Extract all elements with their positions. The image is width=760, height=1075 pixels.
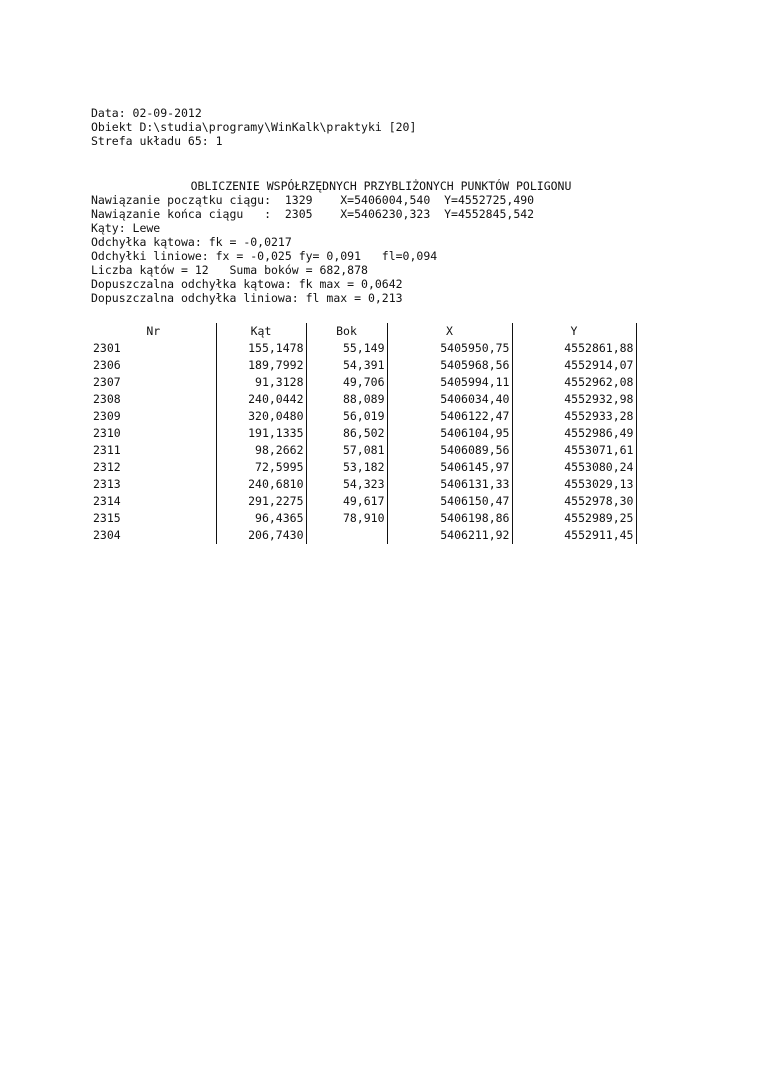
report-object-path: Obiekt D:\studia\programy\WinKalk\praktyki [20] xyxy=(91,120,417,134)
cell-y: 4552914,07 xyxy=(512,357,636,374)
table-row xyxy=(91,510,636,527)
angles-type-line: Kąty: Lewe xyxy=(91,221,161,235)
cell-y: 4552861,88 xyxy=(512,340,636,357)
cell-nr: 2306 xyxy=(91,357,216,374)
end-tie-line: Nawiązanie końca ciągu : 2305 X=5406230,323 Y=4552845,542 xyxy=(91,207,535,221)
table-header-row xyxy=(91,323,636,340)
cell-x: 5406089,56 xyxy=(387,442,512,459)
cell-y: 4553029,13 xyxy=(512,476,636,493)
table-row xyxy=(91,442,636,459)
start-tie-line: Nawiązanie początku ciągu: 1329 X=5406004,540 Y=4552725,490 xyxy=(91,193,535,207)
cell-x: 5406104,95 xyxy=(387,425,512,442)
cell-kat: 320,0480 xyxy=(216,408,306,425)
report-zone: Strefa układu 65: 1 xyxy=(91,134,223,148)
header-kat: Kąt xyxy=(216,323,306,340)
cell-y: 4552962,08 xyxy=(512,374,636,391)
cell-bok: 49,706 xyxy=(306,374,387,391)
cell-x: 5406198,86 xyxy=(387,510,512,527)
count-sum-line: Liczba kątów = 12 Suma boków = 682,878 xyxy=(91,263,368,277)
cell-y: 4552986,49 xyxy=(512,425,636,442)
cell-nr: 2309 xyxy=(91,408,216,425)
allowed-angular-line: Dopuszczalna odchyłka kątowa: fk max = 0,0642 xyxy=(91,277,403,291)
cell-nr: 2311 xyxy=(91,442,216,459)
cell-x: 5406150,47 xyxy=(387,493,512,510)
cell-y: 4552933,28 xyxy=(512,408,636,425)
table-row xyxy=(91,476,636,493)
header-nr: Nr xyxy=(91,323,216,340)
header-bok: Bok xyxy=(306,323,387,340)
header-x: X xyxy=(387,323,512,340)
cell-bok xyxy=(306,527,387,544)
cell-y: 4553080,24 xyxy=(512,459,636,476)
table-row xyxy=(91,374,636,391)
cell-x: 5405950,75 xyxy=(387,340,512,357)
cell-x: 5406131,33 xyxy=(387,476,512,493)
table-row xyxy=(91,493,636,510)
cell-y: 4552989,25 xyxy=(512,510,636,527)
cell-x: 5405968,56 xyxy=(387,357,512,374)
cell-nr: 2312 xyxy=(91,459,216,476)
table-row xyxy=(91,408,636,425)
cell-kat: 72,5995 xyxy=(216,459,306,476)
table-row xyxy=(91,425,636,442)
linear-deviation-line: Odchyłki liniowe: fx = -0,025 fy= 0,091 fl=0,094 xyxy=(91,249,438,263)
cell-bok: 54,391 xyxy=(306,357,387,374)
cell-bok: 56,019 xyxy=(306,408,387,425)
table-row xyxy=(91,391,636,408)
cell-bok: 53,182 xyxy=(306,459,387,476)
coordinates-table xyxy=(91,323,637,544)
cell-bok: 86,502 xyxy=(306,425,387,442)
cell-kat: 191,1335 xyxy=(216,425,306,442)
cell-bok: 49,617 xyxy=(306,493,387,510)
cell-nr: 2310 xyxy=(91,425,216,442)
cell-kat: 240,6810 xyxy=(216,476,306,493)
cell-y: 4553071,61 xyxy=(512,442,636,459)
cell-nr: 2304 xyxy=(91,527,216,544)
table-row xyxy=(91,357,636,374)
cell-x: 5406145,97 xyxy=(387,459,512,476)
cell-nr: 2301 xyxy=(91,340,216,357)
cell-x: 5406034,40 xyxy=(387,391,512,408)
cell-bok: 78,910 xyxy=(306,510,387,527)
cell-bok: 55,149 xyxy=(306,340,387,357)
cell-x: 5406211,92 xyxy=(387,527,512,544)
cell-kat: 240,0442 xyxy=(216,391,306,408)
cell-bok: 54,323 xyxy=(306,476,387,493)
cell-nr: 2314 xyxy=(91,493,216,510)
cell-nr: 2313 xyxy=(91,476,216,493)
report-date: Data: 02-09-2012 xyxy=(91,106,202,120)
cell-bok: 88,089 xyxy=(306,391,387,408)
table-row xyxy=(91,340,636,357)
report-title: OBLICZENIE WSPÓŁRZĘDNYCH PRZYBLIŻONYCH PUNKTÓW POLIGONU xyxy=(190,179,572,193)
header-y: Y xyxy=(512,323,636,340)
cell-kat: 96,4365 xyxy=(216,510,306,527)
cell-bok: 57,081 xyxy=(306,442,387,459)
cell-nr: 2315 xyxy=(91,510,216,527)
cell-nr: 2307 xyxy=(91,374,216,391)
allowed-linear-line: Dopuszczalna odchyłka liniowa: fl max = 0,213 xyxy=(91,291,403,305)
cell-kat: 98,2662 xyxy=(216,442,306,459)
cell-kat: 91,3128 xyxy=(216,374,306,391)
table-row xyxy=(91,459,636,476)
cell-x: 5405994,11 xyxy=(387,374,512,391)
cell-y: 4552978,30 xyxy=(512,493,636,510)
cell-kat: 155,1478 xyxy=(216,340,306,357)
cell-kat: 189,7992 xyxy=(216,357,306,374)
angular-deviation-line: Odchyłka kątowa: fk = -0,0217 xyxy=(91,235,292,249)
cell-kat: 206,7430 xyxy=(216,527,306,544)
table-row xyxy=(91,527,636,544)
cell-y: 4552932,98 xyxy=(512,391,636,408)
cell-y: 4552911,45 xyxy=(512,527,636,544)
cell-nr: 2308 xyxy=(91,391,216,408)
cell-x: 5406122,47 xyxy=(387,408,512,425)
cell-kat: 291,2275 xyxy=(216,493,306,510)
